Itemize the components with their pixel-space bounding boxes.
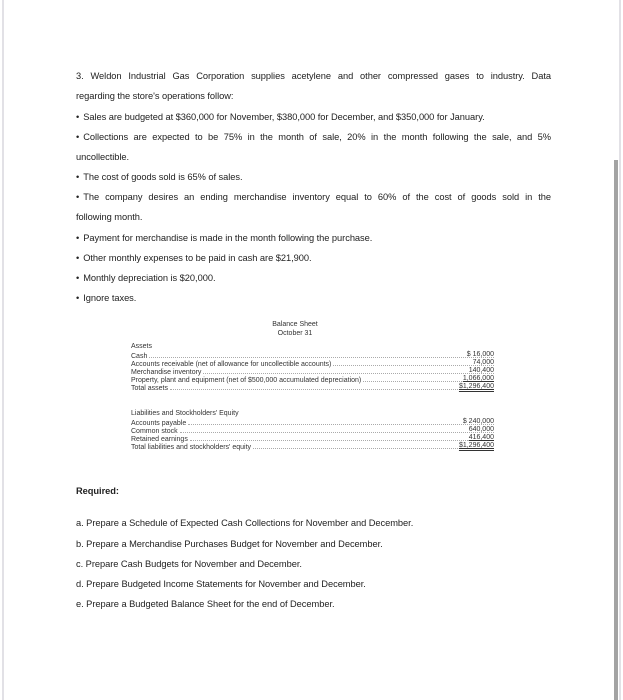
required-item-e: e. Prepare a Budgeted Balance Sheet for the end of December. bbox=[76, 599, 335, 609]
liability-amount-accounts-payable: $ 240,000 bbox=[462, 418, 494, 425]
bullet-inventory-cont: following month. bbox=[76, 212, 143, 222]
bullet-taxes bbox=[76, 288, 551, 309]
bullet-text: Other monthly expenses to be paid in cash are $21,900. bbox=[83, 253, 312, 263]
required-item-a: a. Prepare a Schedule of Expected Cash Collections for November and December. bbox=[76, 518, 414, 528]
asset-row-ppe: Property, plant and equipment (net of $500,000 accumulated depreciation) bbox=[131, 375, 496, 383]
asset-row-total-assets: Total assets bbox=[131, 383, 496, 391]
problem-intro-line2: regarding the store's operations follow: bbox=[76, 91, 234, 101]
bullet-inventory bbox=[76, 187, 551, 208]
bullet-other-expenses bbox=[76, 248, 551, 269]
balance-sheet-title: Balance Sheet bbox=[272, 321, 318, 328]
liability-row-retained-earnings: Retained earnings bbox=[131, 434, 496, 442]
bullet-collections bbox=[76, 127, 551, 148]
bullet-text: Collections are expected to be 75% in the month of sale, 20% in the month following the sale, and 5% bbox=[83, 132, 551, 142]
asset-amount-total-assets: $1,296,400 bbox=[458, 383, 494, 390]
liability-row-common-stock: Common stock bbox=[131, 426, 496, 434]
bullet-text: Sales are budgeted at $360,000 for November, $380,000 for December, and $350,000 for January. bbox=[83, 112, 485, 122]
asset-row-accounts-receivable: Accounts receivable (net of allowance for uncollectible accounts) bbox=[131, 359, 496, 367]
bullet-text: The company desires an ending merchandise inventory equal to 60% of the cost of goods sold in the bbox=[83, 192, 551, 202]
bullet-sales bbox=[76, 107, 551, 128]
bullet-depreciation bbox=[76, 268, 551, 289]
bullet-payment bbox=[76, 228, 551, 249]
asset-amount-ppe: 1,066,000 bbox=[462, 375, 494, 382]
liability-amount-retained-earnings: 416,400 bbox=[468, 434, 494, 441]
bullet-text: Payment for merchandise is made in the month following the purchase. bbox=[83, 233, 373, 243]
required-heading: Required: bbox=[76, 486, 119, 496]
problem-intro-line1: 3. Weldon Industrial Gas Corporation supplies acetylene and other compressed gases to industry. Data bbox=[76, 71, 551, 81]
liability-row-total: Total liabilities and stockholders' equity bbox=[131, 442, 496, 450]
dotted-leader bbox=[149, 351, 494, 358]
bullet-text: Monthly depreciation is $20,000. bbox=[83, 273, 216, 283]
liability-amount-total: $1,296,400 bbox=[458, 442, 494, 449]
bullet-collections-cont: uncollectible. bbox=[76, 152, 130, 162]
required-item-b: b. Prepare a Merchandise Purchases Budget for November and December. bbox=[76, 539, 383, 549]
required-item-c: c. Prepare Cash Budgets for November and December. bbox=[76, 559, 302, 569]
liabilities-heading: Liabilities and Stockholders' Equity bbox=[131, 410, 239, 417]
liability-amount-common-stock: 640,000 bbox=[468, 426, 494, 433]
asset-amount-cash: $ 16,000 bbox=[466, 351, 494, 358]
asset-amount-merchandise-inventory: 140,400 bbox=[468, 367, 494, 374]
dotted-leader bbox=[170, 383, 494, 390]
liability-row-accounts-payable: Accounts payable bbox=[131, 418, 496, 426]
assets-heading: Assets bbox=[131, 343, 153, 350]
bullet-cogs bbox=[76, 167, 551, 188]
bullet-text: The cost of goods sold is 65% of sales. bbox=[83, 172, 243, 182]
balance-sheet-date: October 31 bbox=[277, 330, 313, 337]
dotted-leader bbox=[180, 426, 494, 433]
bullet-text: Ignore taxes. bbox=[83, 293, 137, 303]
required-item-d: d. Prepare Budgeted Income Statements for November and December. bbox=[76, 579, 366, 589]
asset-amount-accounts-receivable: 74,000 bbox=[472, 359, 494, 366]
asset-row-merchandise-inventory: Merchandise inventory bbox=[131, 367, 496, 375]
asset-row-cash: Cash bbox=[131, 351, 496, 359]
